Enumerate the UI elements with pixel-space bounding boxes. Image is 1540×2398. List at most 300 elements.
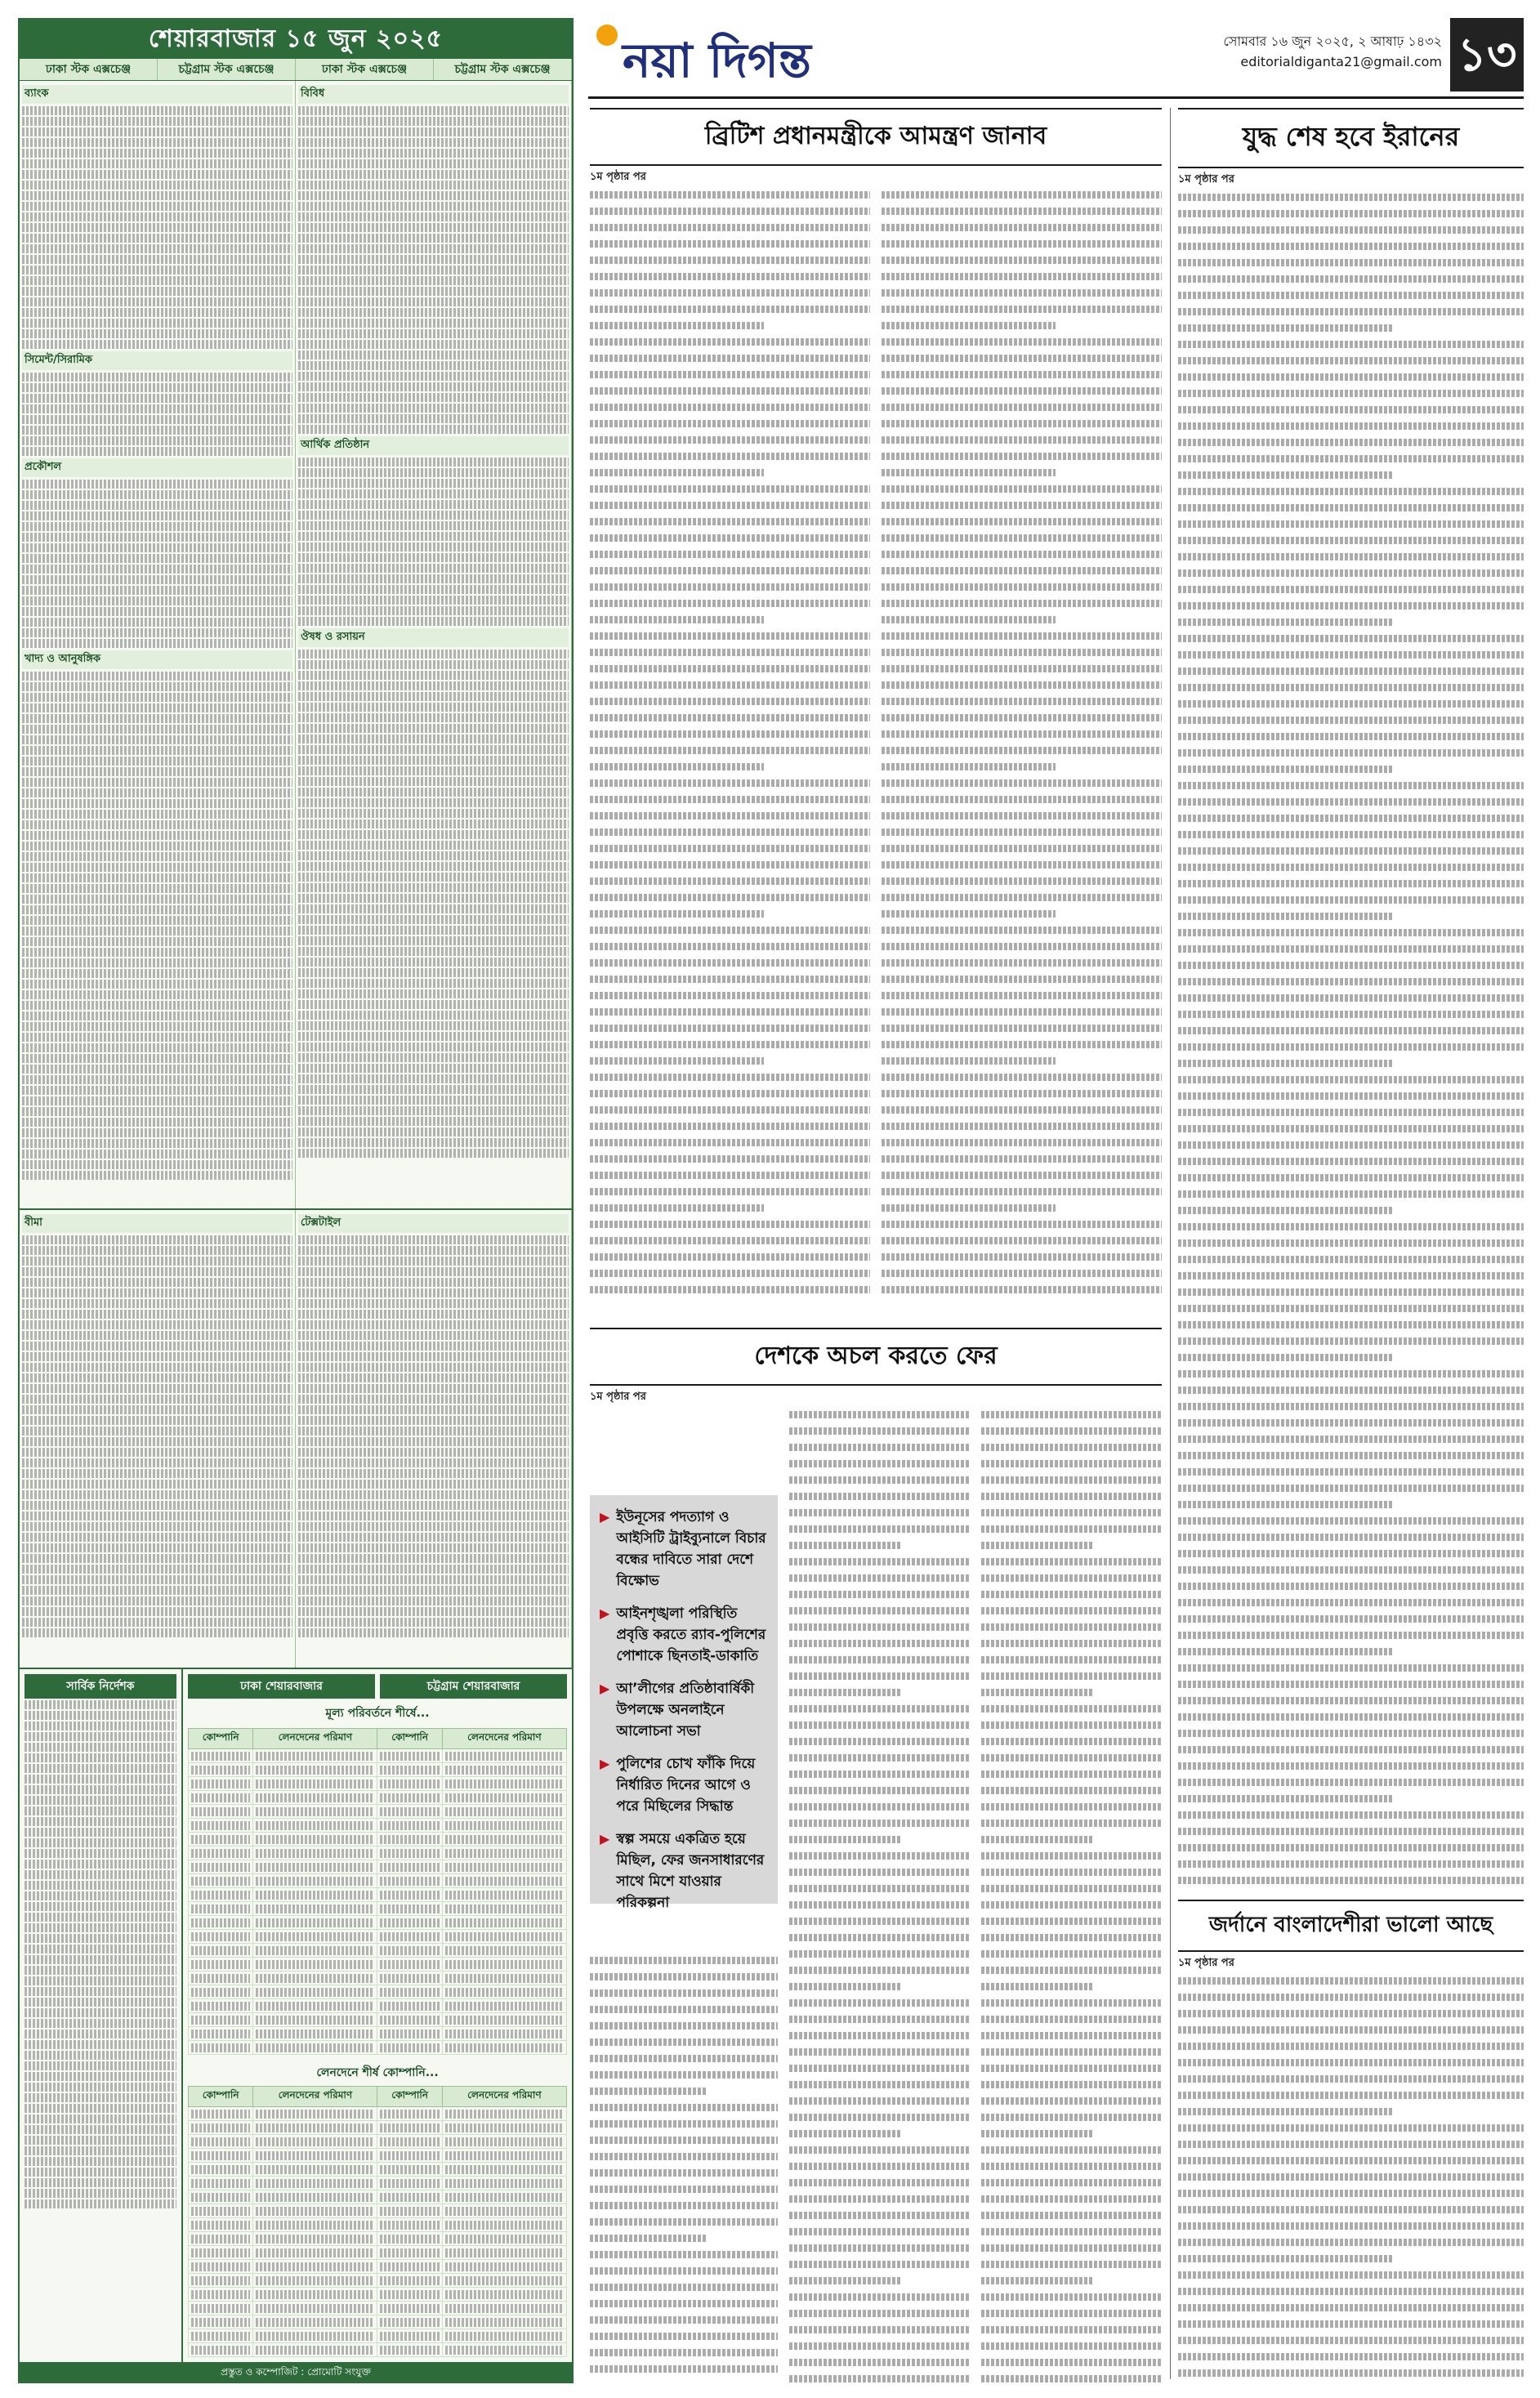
text-line <box>1178 1288 1524 1296</box>
stock-row <box>298 1043 569 1052</box>
table-row <box>189 1944 567 1958</box>
text-line <box>981 1869 1162 1876</box>
stock-row <box>298 1331 569 1340</box>
text-line <box>981 2130 1093 2137</box>
text-line <box>1178 896 1524 904</box>
text-line <box>882 894 1162 901</box>
stock-row <box>22 1139 292 1148</box>
continued-label: ১ম পৃষ্ঠার পর <box>590 1391 646 1403</box>
stock-row <box>22 1043 292 1052</box>
text-line <box>1178 537 1524 544</box>
highlight-text: ইউনূসের পদত্যাগ ও আইসিটি ট্রাইব্যুনালে বিচার বন্ধের দাবিতে সারা দেশে বিক্ষোভ <box>616 1509 766 1589</box>
stock-row <box>298 244 569 253</box>
stock-row <box>298 1427 569 1436</box>
text-line <box>789 1525 970 1533</box>
stock-row <box>22 607 292 616</box>
text-line <box>981 1444 1162 1451</box>
stock-row <box>298 883 569 892</box>
stock-row <box>298 660 569 669</box>
stock-row <box>22 735 292 744</box>
text-line <box>882 551 1162 558</box>
text-line <box>789 1803 970 1811</box>
stock-row <box>298 1299 569 1308</box>
index-row <box>25 2157 176 2166</box>
text-line <box>590 2153 778 2160</box>
text-line <box>1178 749 1524 757</box>
headline: যুদ্ধ শেষ হবে ইরানের <box>1242 121 1460 152</box>
stock-row <box>298 521 569 530</box>
text-line <box>1178 847 1524 855</box>
stock-section-label: প্রকৌশল <box>22 458 292 477</box>
text-line <box>882 1106 1162 1114</box>
text-line <box>981 1836 1093 1843</box>
stock-row <box>22 596 292 605</box>
text-line <box>1178 798 1524 806</box>
text-line <box>882 469 1056 476</box>
stock-row <box>298 1278 569 1287</box>
text-line <box>1178 1272 1524 1279</box>
stock-row <box>22 990 292 999</box>
table-row <box>189 1860 567 1874</box>
text-line <box>981 1493 1162 1500</box>
stock-row <box>298 1565 569 1574</box>
text-line <box>981 1885 1162 1892</box>
highlight-item <box>600 1753 768 1817</box>
stock-row <box>298 617 569 626</box>
page-number: ১৩ <box>1450 18 1524 92</box>
table-row <box>189 2302 567 2315</box>
text-line <box>789 1852 970 1860</box>
index-row <box>25 2104 176 2113</box>
stock-row <box>298 1395 569 1404</box>
text-line <box>1178 210 1524 217</box>
text-line <box>590 2365 778 2373</box>
text-line <box>789 2244 970 2252</box>
text-line <box>590 992 870 999</box>
text-line <box>1178 292 1524 299</box>
text-line <box>1178 1779 1524 1786</box>
stock-row <box>298 1117 569 1126</box>
text-line <box>981 2097 1162 2105</box>
text-line <box>882 747 1162 754</box>
stock-row <box>298 1543 569 1552</box>
text-line <box>882 649 1162 656</box>
text-line <box>882 387 1162 395</box>
exchange-header-row <box>20 59 572 81</box>
text-line <box>1178 782 1524 789</box>
price-panel <box>183 1669 572 2383</box>
column-header: কোম্পানি <box>189 1729 253 1749</box>
text-line <box>1178 1501 1392 1508</box>
text-line <box>981 1656 1162 1663</box>
stock-row <box>298 181 569 190</box>
text-line <box>590 404 870 411</box>
stock-row <box>298 1575 569 1584</box>
stock-row <box>22 672 292 681</box>
text-line <box>590 2120 778 2128</box>
stock-row <box>22 1543 292 1552</box>
stock-section-label: টেক্সটাইল <box>298 1214 569 1233</box>
text-line <box>981 1918 1162 1925</box>
text-line <box>1178 2173 1524 2181</box>
text-line <box>981 2228 1162 2235</box>
index-row <box>25 2178 176 2187</box>
highlight-text: আইনশৃঙ্খলা পরিস্থিতি প্রবৃত্তি করতে র‌্যাব-পুলিশের পোশাকে ছিনতাই-ডাকাতি <box>616 1605 766 1664</box>
stock-row <box>298 468 569 477</box>
stock-row <box>22 1054 292 1063</box>
text-line <box>1178 2141 1524 2148</box>
text-line <box>882 665 1162 672</box>
text-line <box>1178 406 1524 413</box>
text-line <box>981 2375 1162 2382</box>
text-line <box>590 191 870 199</box>
story-jordan <box>1178 1900 1524 2382</box>
text-line <box>981 2293 1162 2301</box>
table-row <box>189 1985 567 1999</box>
text-line <box>1178 1762 1524 1770</box>
stock-row <box>298 735 569 744</box>
headline: দেশকে অচল করতে ফের <box>754 1342 998 1370</box>
text-line <box>590 371 870 378</box>
index-row <box>25 2093 176 2102</box>
stock-row <box>22 1469 292 1478</box>
exchange-label: ঢাকা স্টক এক্সচেঞ্জ <box>296 59 434 80</box>
stock-row <box>298 724 569 733</box>
stock-row <box>298 1363 569 1372</box>
text-line <box>1178 978 1524 985</box>
stock-row <box>22 202 292 211</box>
index-row <box>25 1870 176 1879</box>
text-column <box>789 1411 970 2383</box>
stock-row <box>298 1000 569 1009</box>
text-line <box>1178 455 1524 462</box>
stock-row <box>22 1107 292 1116</box>
text-line <box>789 1967 970 1974</box>
stock-row <box>298 1235 569 1244</box>
stock-row <box>22 1267 292 1276</box>
text-line <box>1178 1664 1524 1672</box>
text-line <box>590 1237 870 1244</box>
stock-row <box>298 1352 569 1361</box>
text-line <box>590 2169 778 2177</box>
text-line <box>789 1771 970 1778</box>
stock-table-lower <box>20 1208 572 1668</box>
stock-row <box>22 436 292 445</box>
stock-row <box>298 1021 569 1030</box>
text-line <box>1178 259 1524 266</box>
text-line <box>590 1286 870 1293</box>
text-line <box>590 2218 778 2226</box>
text-line <box>981 1967 1162 1974</box>
text-line <box>882 420 1162 427</box>
stock-row <box>298 393 569 402</box>
text-line <box>981 2195 1162 2203</box>
stock-row <box>22 1554 292 1563</box>
text-line <box>590 240 870 248</box>
text-line <box>789 1542 901 1549</box>
text-line <box>1178 1583 1524 1590</box>
text-line <box>789 1721 970 1729</box>
table-row <box>189 1930 567 1944</box>
text-line <box>789 1460 970 1467</box>
text-line <box>789 1591 970 1598</box>
triangle-bullet-icon: ▶ <box>600 1831 610 1847</box>
stock-section-label: ঔষধ ও রসায়ন <box>298 628 569 647</box>
text-line <box>590 2104 778 2111</box>
stock-row <box>298 489 569 498</box>
index-row <box>25 2040 176 2049</box>
stock-row <box>298 596 569 605</box>
text-line <box>981 2016 1162 2023</box>
story-british-pm <box>590 108 1162 1317</box>
stock-row <box>298 1628 569 1637</box>
stock-row <box>298 1501 569 1510</box>
column-header: লেনদেনের পরিমাণ <box>253 2087 377 2107</box>
text-line <box>882 208 1162 215</box>
stock-row <box>298 1405 569 1414</box>
index-row <box>25 1732 176 1741</box>
text-line <box>789 1574 970 1582</box>
highlight-item <box>600 1829 768 1913</box>
text-line <box>1178 668 1524 675</box>
stock-row <box>22 1405 292 1414</box>
index-row <box>25 2008 176 2017</box>
text-line <box>981 1771 1162 1778</box>
text-line <box>590 2055 778 2062</box>
text-line <box>1178 373 1524 381</box>
stock-row <box>22 1342 292 1351</box>
text-line <box>882 1008 1162 1016</box>
stock-row <box>298 127 569 136</box>
stock-table-upper <box>20 81 572 1208</box>
stock-row <box>22 852 292 861</box>
text-line <box>590 2202 778 2209</box>
text-line <box>981 2081 1162 2088</box>
text-line <box>789 1509 970 1516</box>
text-line <box>882 992 1162 999</box>
text-line <box>590 322 764 329</box>
text-line <box>1178 569 1524 577</box>
triangle-bullet-icon: ▶ <box>600 1509 610 1525</box>
text-line <box>789 1656 970 1663</box>
text-line <box>1178 2124 1524 2132</box>
index-row <box>25 1775 176 1784</box>
column-divider <box>1170 108 1171 2379</box>
text-line <box>1178 471 1392 479</box>
stock-row <box>22 308 292 317</box>
stock-row <box>22 404 292 413</box>
text-line <box>882 1237 1162 1244</box>
table-row <box>189 2163 567 2177</box>
index-row <box>25 1923 176 1932</box>
text-line <box>590 649 870 656</box>
text-line <box>882 404 1162 411</box>
stock-row <box>298 117 569 126</box>
stock-row <box>298 149 569 158</box>
stock-row <box>298 958 569 967</box>
text-line <box>1178 962 1524 969</box>
text-line <box>590 306 870 313</box>
stock-row <box>298 1448 569 1457</box>
text-column <box>981 1411 1162 2383</box>
text-line <box>981 1950 1162 1958</box>
text-line <box>590 796 870 803</box>
stock-row <box>22 820 292 829</box>
text-line <box>789 2163 970 2170</box>
stock-row <box>298 1106 569 1115</box>
text-line <box>1178 1419 1524 1427</box>
text-line <box>789 2293 970 2301</box>
stock-row <box>298 276 569 285</box>
text-line <box>590 420 870 427</box>
text-line <box>981 1542 1093 1549</box>
stock-row <box>22 1160 292 1169</box>
text-line <box>981 2179 1162 2186</box>
stock-row <box>22 958 292 967</box>
text-line <box>882 910 1056 918</box>
text-line <box>590 583 870 591</box>
stock-row <box>298 372 569 381</box>
stock-row <box>22 522 292 531</box>
divider <box>1178 167 1524 168</box>
stock-row <box>22 788 292 797</box>
text-line <box>1178 945 1524 953</box>
text-line <box>1178 1190 1524 1198</box>
table-row <box>189 1833 567 1847</box>
text-line <box>590 812 870 819</box>
text-line <box>789 2146 970 2154</box>
table-row <box>189 2288 567 2302</box>
table-row <box>189 2149 567 2163</box>
stock-row <box>22 149 292 158</box>
stock-row <box>298 308 569 317</box>
text-line <box>882 502 1162 509</box>
text-line <box>981 2277 1093 2284</box>
stock-row <box>298 564 569 573</box>
text-line <box>789 1836 901 1843</box>
stock-row <box>298 1149 569 1158</box>
text-line <box>981 1640 1162 1647</box>
table-row <box>189 2190 567 2204</box>
column-header: লেনদেনের পরিমাণ <box>442 1729 566 1749</box>
stock-row <box>298 425 569 434</box>
text-line <box>590 453 870 460</box>
index-row <box>25 2146 176 2155</box>
text-line <box>882 1221 1162 1228</box>
text-line <box>1178 520 1524 528</box>
stock-row <box>298 479 569 488</box>
text-line <box>981 1852 1162 1860</box>
text-line <box>882 1074 1162 1081</box>
text-line <box>981 1901 1162 1909</box>
text-line <box>1178 2092 1524 2099</box>
text-column <box>882 191 1162 1319</box>
text-line <box>882 763 1056 770</box>
text-line <box>1178 1994 1524 2001</box>
stock-row <box>298 692 569 701</box>
text-line <box>1178 504 1524 511</box>
stock-row <box>22 799 292 808</box>
turnover-table <box>188 2086 567 2357</box>
text-line <box>1178 1697 1524 1704</box>
text-line <box>1178 390 1524 397</box>
stock-section-label: ব্যাংক <box>22 85 292 104</box>
highlight-text: স্বল্প সময়ে একত্রিত হয়ে মিছিল, ফের জনসাধারণের সাথে মিশে যাওয়ার পরিকল্পনা <box>616 1831 765 1911</box>
text-line <box>981 1934 1162 1941</box>
text-line <box>1178 1713 1524 1721</box>
text-line <box>789 2097 970 2105</box>
text-line <box>590 1057 764 1065</box>
stock-row <box>298 798 569 807</box>
text-line <box>1178 2157 1524 2164</box>
text-line <box>981 1721 1162 1729</box>
stock-row <box>22 511 292 520</box>
stock-row <box>298 1074 569 1083</box>
highlight-item <box>600 1678 768 1742</box>
index-row <box>25 1828 176 1837</box>
stock-row <box>22 1618 292 1627</box>
text-line <box>789 2081 970 2088</box>
table-row <box>189 2177 567 2190</box>
text-line <box>882 1057 1056 1065</box>
text-line <box>789 1689 901 1696</box>
text-line <box>789 1999 970 2007</box>
text-line <box>1178 2026 1524 2034</box>
text-line <box>789 1950 970 1958</box>
stock-column <box>20 81 296 1208</box>
table-row <box>189 1805 567 1819</box>
text-line <box>590 2333 778 2340</box>
table-row <box>189 1902 567 1916</box>
ctg-market-title: চট্টগ্রাম শেয়ারবাজার <box>380 1674 567 1699</box>
index-row <box>25 2125 176 2134</box>
text-line <box>1178 488 1524 495</box>
stock-row <box>22 191 292 200</box>
text-line <box>1178 1076 1524 1083</box>
table-row <box>189 2329 567 2343</box>
stock-row <box>298 106 569 115</box>
text-line <box>981 1509 1162 1516</box>
stock-row <box>298 1310 569 1319</box>
stock-row <box>22 725 292 734</box>
text-line <box>1178 2271 1524 2279</box>
text-line <box>590 1188 870 1195</box>
text-line <box>590 828 870 836</box>
stock-footer: প্রস্তুত ও কম্পোজিট : প্রোমোটি সংযুক্ত <box>20 2362 572 2382</box>
stock-row <box>298 500 569 509</box>
text-line <box>882 730 1162 738</box>
table-row <box>189 1958 567 1972</box>
index-row <box>25 1966 176 1975</box>
index-row <box>25 1902 176 1911</box>
text-line <box>1178 618 1392 626</box>
text-line <box>590 518 870 525</box>
stock-row <box>22 1437 292 1446</box>
text-line <box>981 1574 1162 1582</box>
text-line <box>981 2114 1162 2121</box>
text-line <box>1178 2369 1524 2377</box>
stock-row <box>22 757 292 766</box>
stock-row <box>22 266 292 275</box>
text-line <box>882 453 1162 460</box>
text-line <box>1178 1566 1524 1574</box>
text-line <box>1178 2059 1524 2066</box>
text-line <box>1178 2320 1524 2328</box>
text-line <box>590 1090 870 1097</box>
table-row <box>189 1791 567 1805</box>
text-line <box>590 2137 778 2144</box>
stock-row <box>298 1096 569 1105</box>
